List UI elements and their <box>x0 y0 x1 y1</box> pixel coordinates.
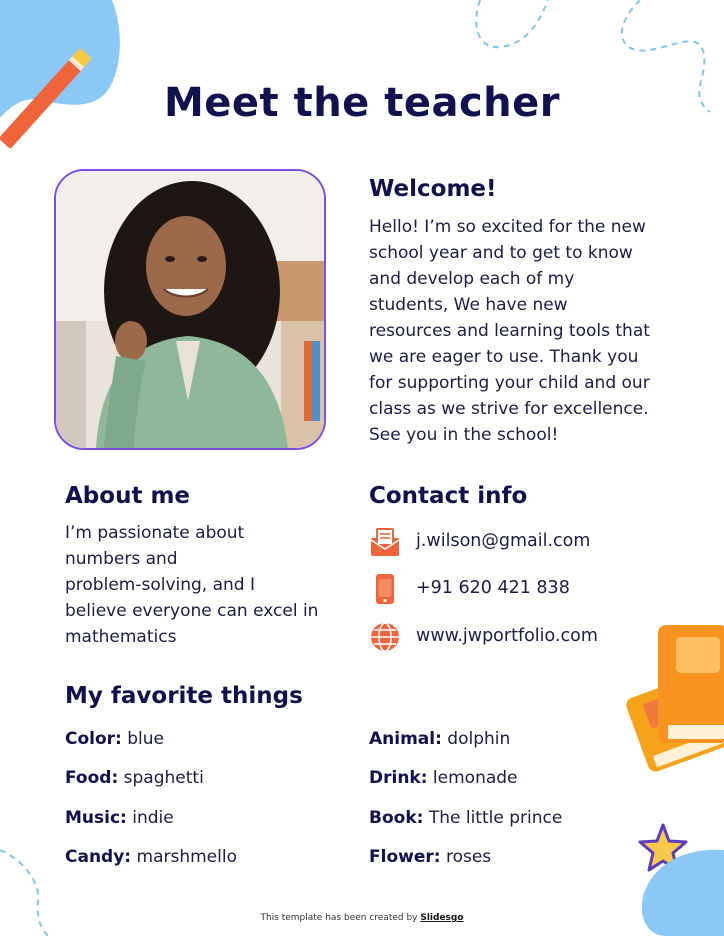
favorite-item: Music: indie <box>65 808 174 828</box>
slidesgo-link[interactable]: Slidesgo <box>420 913 464 923</box>
welcome-line: resources and learning tools that <box>369 321 650 341</box>
welcome-line: school year and to get to know <box>369 243 633 263</box>
about-line: mathematics <box>65 627 177 647</box>
books-illustration <box>612 615 724 790</box>
welcome-line: See you in the school! <box>369 425 559 445</box>
favorite-item: Book: The little prince <box>369 808 563 828</box>
favorite-item: Candy: marshmello <box>65 847 237 867</box>
contact-phone[interactable]: +91 620 421 838 <box>416 578 570 598</box>
envelope-icon <box>369 526 401 558</box>
welcome-line: Hello! I’m so excited for the new <box>369 217 646 237</box>
favorites-heading: My favorite things <box>65 683 303 709</box>
contact-website[interactable]: www.jwportfolio.com <box>416 626 598 646</box>
favorite-item: Color: blue <box>65 729 164 749</box>
phone-icon <box>369 573 401 605</box>
about-line: numbers and <box>65 549 178 569</box>
page-title: Meet the teacher <box>163 80 561 126</box>
about-line: problem-solving, and I <box>65 575 256 595</box>
about-line: believe everyone can excel in <box>65 601 319 621</box>
welcome-line: class as we strive for excellence. <box>369 399 649 419</box>
about-heading: About me <box>65 483 191 509</box>
welcome-line: and develop each of my <box>369 269 575 289</box>
favorite-item: Animal: dolphin <box>369 729 511 749</box>
welcome-paragraph <box>369 214 699 448</box>
globe-icon <box>369 621 401 653</box>
contact-email[interactable]: j.wilson@gmail.com <box>416 531 591 551</box>
contact-heading: Contact info <box>369 483 528 509</box>
teacher-photo <box>54 169 326 450</box>
about-line: I’m passionate about <box>65 523 245 543</box>
footer-credit: This template has been created by Slidesgo <box>260 913 464 923</box>
favorite-item: Drink: lemonade <box>369 768 518 788</box>
about-paragraph <box>65 520 345 650</box>
contact-email-row[interactable] <box>369 526 699 560</box>
favorite-item: Flower: roses <box>369 847 492 867</box>
welcome-heading: Welcome! <box>369 176 497 202</box>
favorite-item: Food: spaghetti <box>65 768 204 788</box>
welcome-line: for supporting your child and our <box>369 373 650 393</box>
contact-phone-row[interactable] <box>369 573 699 607</box>
welcome-line: students, We have new <box>369 295 568 315</box>
welcome-line: we are eager to use. Thank you <box>369 347 639 367</box>
